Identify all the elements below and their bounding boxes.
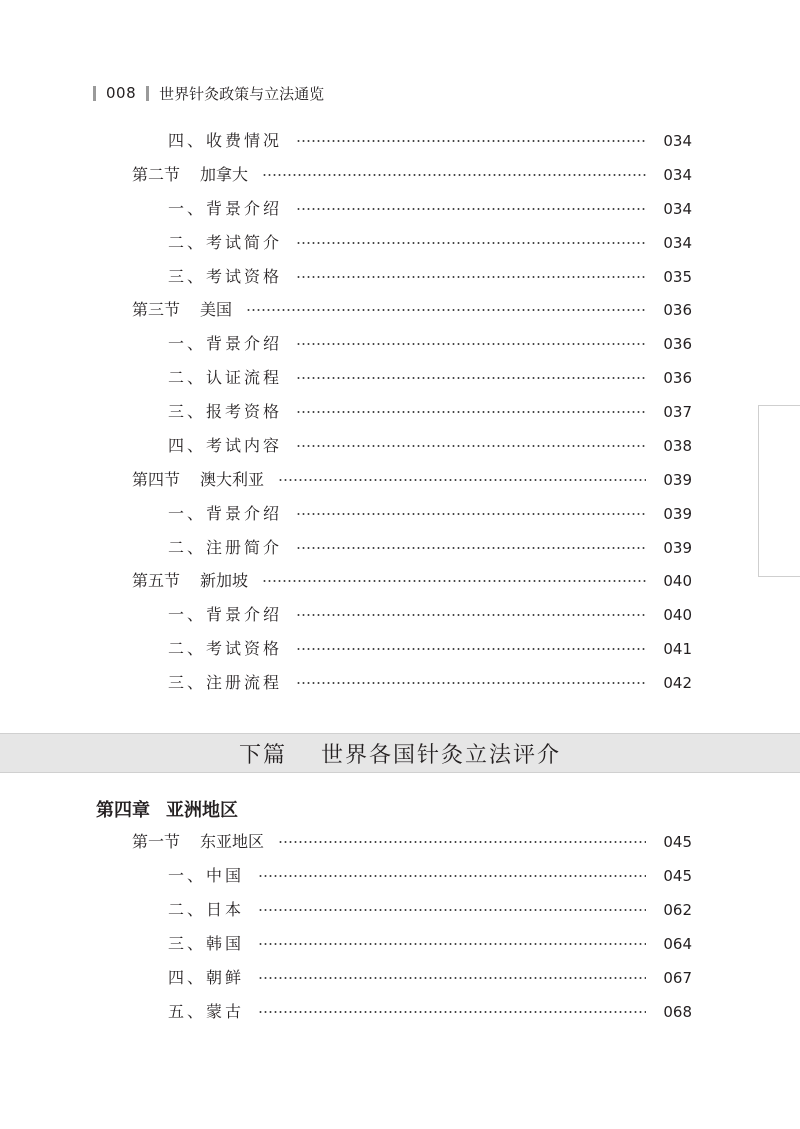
header-bar-right — [146, 86, 149, 101]
toc-page-number: 034 — [663, 200, 692, 218]
leader-dots — [246, 309, 646, 311]
toc-item[interactable] — [168, 197, 692, 221]
toc-section[interactable] — [132, 569, 692, 593]
toc-page-number: 036 — [663, 301, 692, 319]
section-number: 第五节 — [132, 571, 181, 590]
toc-item-label: 五、蒙古 — [168, 1002, 245, 1021]
toc-section[interactable] — [132, 468, 692, 492]
toc-item[interactable] — [168, 332, 692, 356]
toc-item[interactable] — [168, 932, 692, 956]
toc-section-label — [132, 830, 264, 854]
toc-item-label: 三、考试资格 — [168, 267, 283, 286]
book-title: 世界针灸政策与立法通览 — [159, 84, 325, 103]
leader-dots — [258, 909, 646, 911]
toc-page-number: 034 — [663, 132, 692, 150]
toc-item[interactable] — [168, 434, 692, 458]
leader-dots — [296, 377, 646, 379]
toc-section[interactable] — [132, 163, 692, 187]
leader-dots — [296, 682, 646, 684]
part-banner — [0, 733, 800, 773]
section-title: 美国 — [200, 300, 233, 319]
leader-dots — [258, 875, 646, 877]
toc-item[interactable] — [168, 400, 692, 424]
toc-item[interactable] — [168, 1000, 692, 1024]
toc-item-label: 四、考试内容 — [168, 436, 283, 455]
toc-section-label — [132, 298, 232, 322]
toc-page-number: 039 — [663, 539, 692, 557]
section-title: 加拿大 — [200, 165, 249, 184]
toc-item-label: 二、认证流程 — [168, 368, 283, 387]
leader-dots — [296, 242, 646, 244]
section-number: 第三节 — [132, 300, 181, 319]
toc-item-label: 一、背景介绍 — [168, 199, 283, 218]
leader-dots — [296, 513, 646, 515]
toc-item-label: 一、中国 — [168, 866, 245, 885]
part-label: 下篇 — [238, 742, 287, 768]
toc-page-number: 034 — [663, 166, 692, 184]
toc-item-label: 四、朝鲜 — [168, 968, 245, 987]
leader-dots — [296, 445, 646, 447]
chapter-title: 亚洲地区 — [166, 800, 238, 821]
header-bar-left — [93, 86, 96, 101]
toc-item[interactable] — [168, 366, 692, 390]
toc-page-number: 038 — [663, 437, 692, 455]
section-title: 澳大利亚 — [200, 470, 265, 489]
toc-item-label: 三、报考资格 — [168, 402, 283, 421]
leader-dots — [296, 276, 646, 278]
running-header — [93, 83, 324, 103]
toc-item-label: 二、考试简介 — [168, 233, 283, 252]
toc-item[interactable] — [168, 129, 692, 153]
leader-dots — [262, 580, 646, 582]
leader-dots — [296, 614, 646, 616]
toc-section-label — [132, 468, 264, 492]
toc-page-number: 036 — [663, 369, 692, 387]
toc-page-number: 039 — [663, 505, 692, 523]
section-title: 新加坡 — [200, 571, 249, 590]
leader-dots — [262, 174, 646, 176]
toc-item-label: 二、考试资格 — [168, 639, 283, 658]
toc-item[interactable] — [168, 671, 692, 695]
toc-item[interactable] — [168, 966, 692, 990]
leader-dots — [296, 547, 646, 549]
section-number: 第一节 — [132, 832, 181, 851]
toc-item-label: 三、注册流程 — [168, 673, 283, 692]
toc-page-number: 067 — [663, 969, 692, 987]
section-number: 第二节 — [132, 165, 181, 184]
leader-dots — [278, 479, 646, 481]
leader-dots — [296, 648, 646, 650]
toc-page-number: 045 — [663, 867, 692, 885]
side-thumb-tab — [758, 405, 800, 577]
toc-page-number: 040 — [663, 572, 692, 590]
toc-item-label: 四、收费情况 — [168, 131, 283, 150]
section-number: 第四节 — [132, 470, 181, 489]
leader-dots — [296, 140, 646, 142]
toc-page-number: 041 — [663, 640, 692, 658]
leader-dots — [278, 841, 646, 843]
toc-item-label: 一、背景介绍 — [168, 504, 283, 523]
toc-section[interactable] — [132, 830, 692, 854]
toc-section[interactable] — [132, 298, 692, 322]
toc-page-number: 045 — [663, 833, 692, 851]
section-title: 东亚地区 — [200, 832, 265, 851]
toc-item-label: 二、注册简介 — [168, 538, 283, 557]
toc-page-number: 039 — [663, 471, 692, 489]
chapter-number: 第四章 — [96, 800, 150, 821]
chapter-heading[interactable] — [96, 796, 238, 822]
leader-dots — [296, 208, 646, 210]
toc-item-label: 二、日本 — [168, 900, 245, 919]
toc-item[interactable] — [168, 637, 692, 661]
toc-item[interactable] — [168, 864, 692, 888]
toc-item-label: 一、背景介绍 — [168, 605, 283, 624]
toc-item[interactable] — [168, 265, 692, 289]
toc-item[interactable] — [168, 603, 692, 627]
toc-page-number: 062 — [663, 901, 692, 919]
toc-page-number: 036 — [663, 335, 692, 353]
toc-section-label — [132, 163, 248, 187]
toc-item[interactable] — [168, 502, 692, 526]
leader-dots — [258, 1011, 646, 1013]
toc-page-number: 037 — [663, 403, 692, 421]
toc-item[interactable] — [168, 231, 692, 255]
toc-page-number: 042 — [663, 674, 692, 692]
leader-dots — [258, 943, 646, 945]
toc-item-label: 一、背景介绍 — [168, 334, 283, 353]
toc-item-label: 三、韩国 — [168, 934, 245, 953]
toc-page-number: 035 — [663, 268, 692, 286]
page-number: 008 — [106, 84, 137, 102]
leader-dots — [296, 411, 646, 413]
toc-section-label — [132, 569, 248, 593]
toc-page-number: 040 — [663, 606, 692, 624]
leader-dots — [258, 977, 646, 979]
toc-page-number: 068 — [663, 1003, 692, 1021]
toc-item[interactable] — [168, 898, 692, 922]
toc-page-number: 064 — [663, 935, 692, 953]
leader-dots — [296, 343, 646, 345]
toc-page-number: 034 — [663, 234, 692, 252]
toc-item[interactable] — [168, 536, 692, 560]
part-title: 世界各国针灸立法评介 — [321, 742, 562, 768]
